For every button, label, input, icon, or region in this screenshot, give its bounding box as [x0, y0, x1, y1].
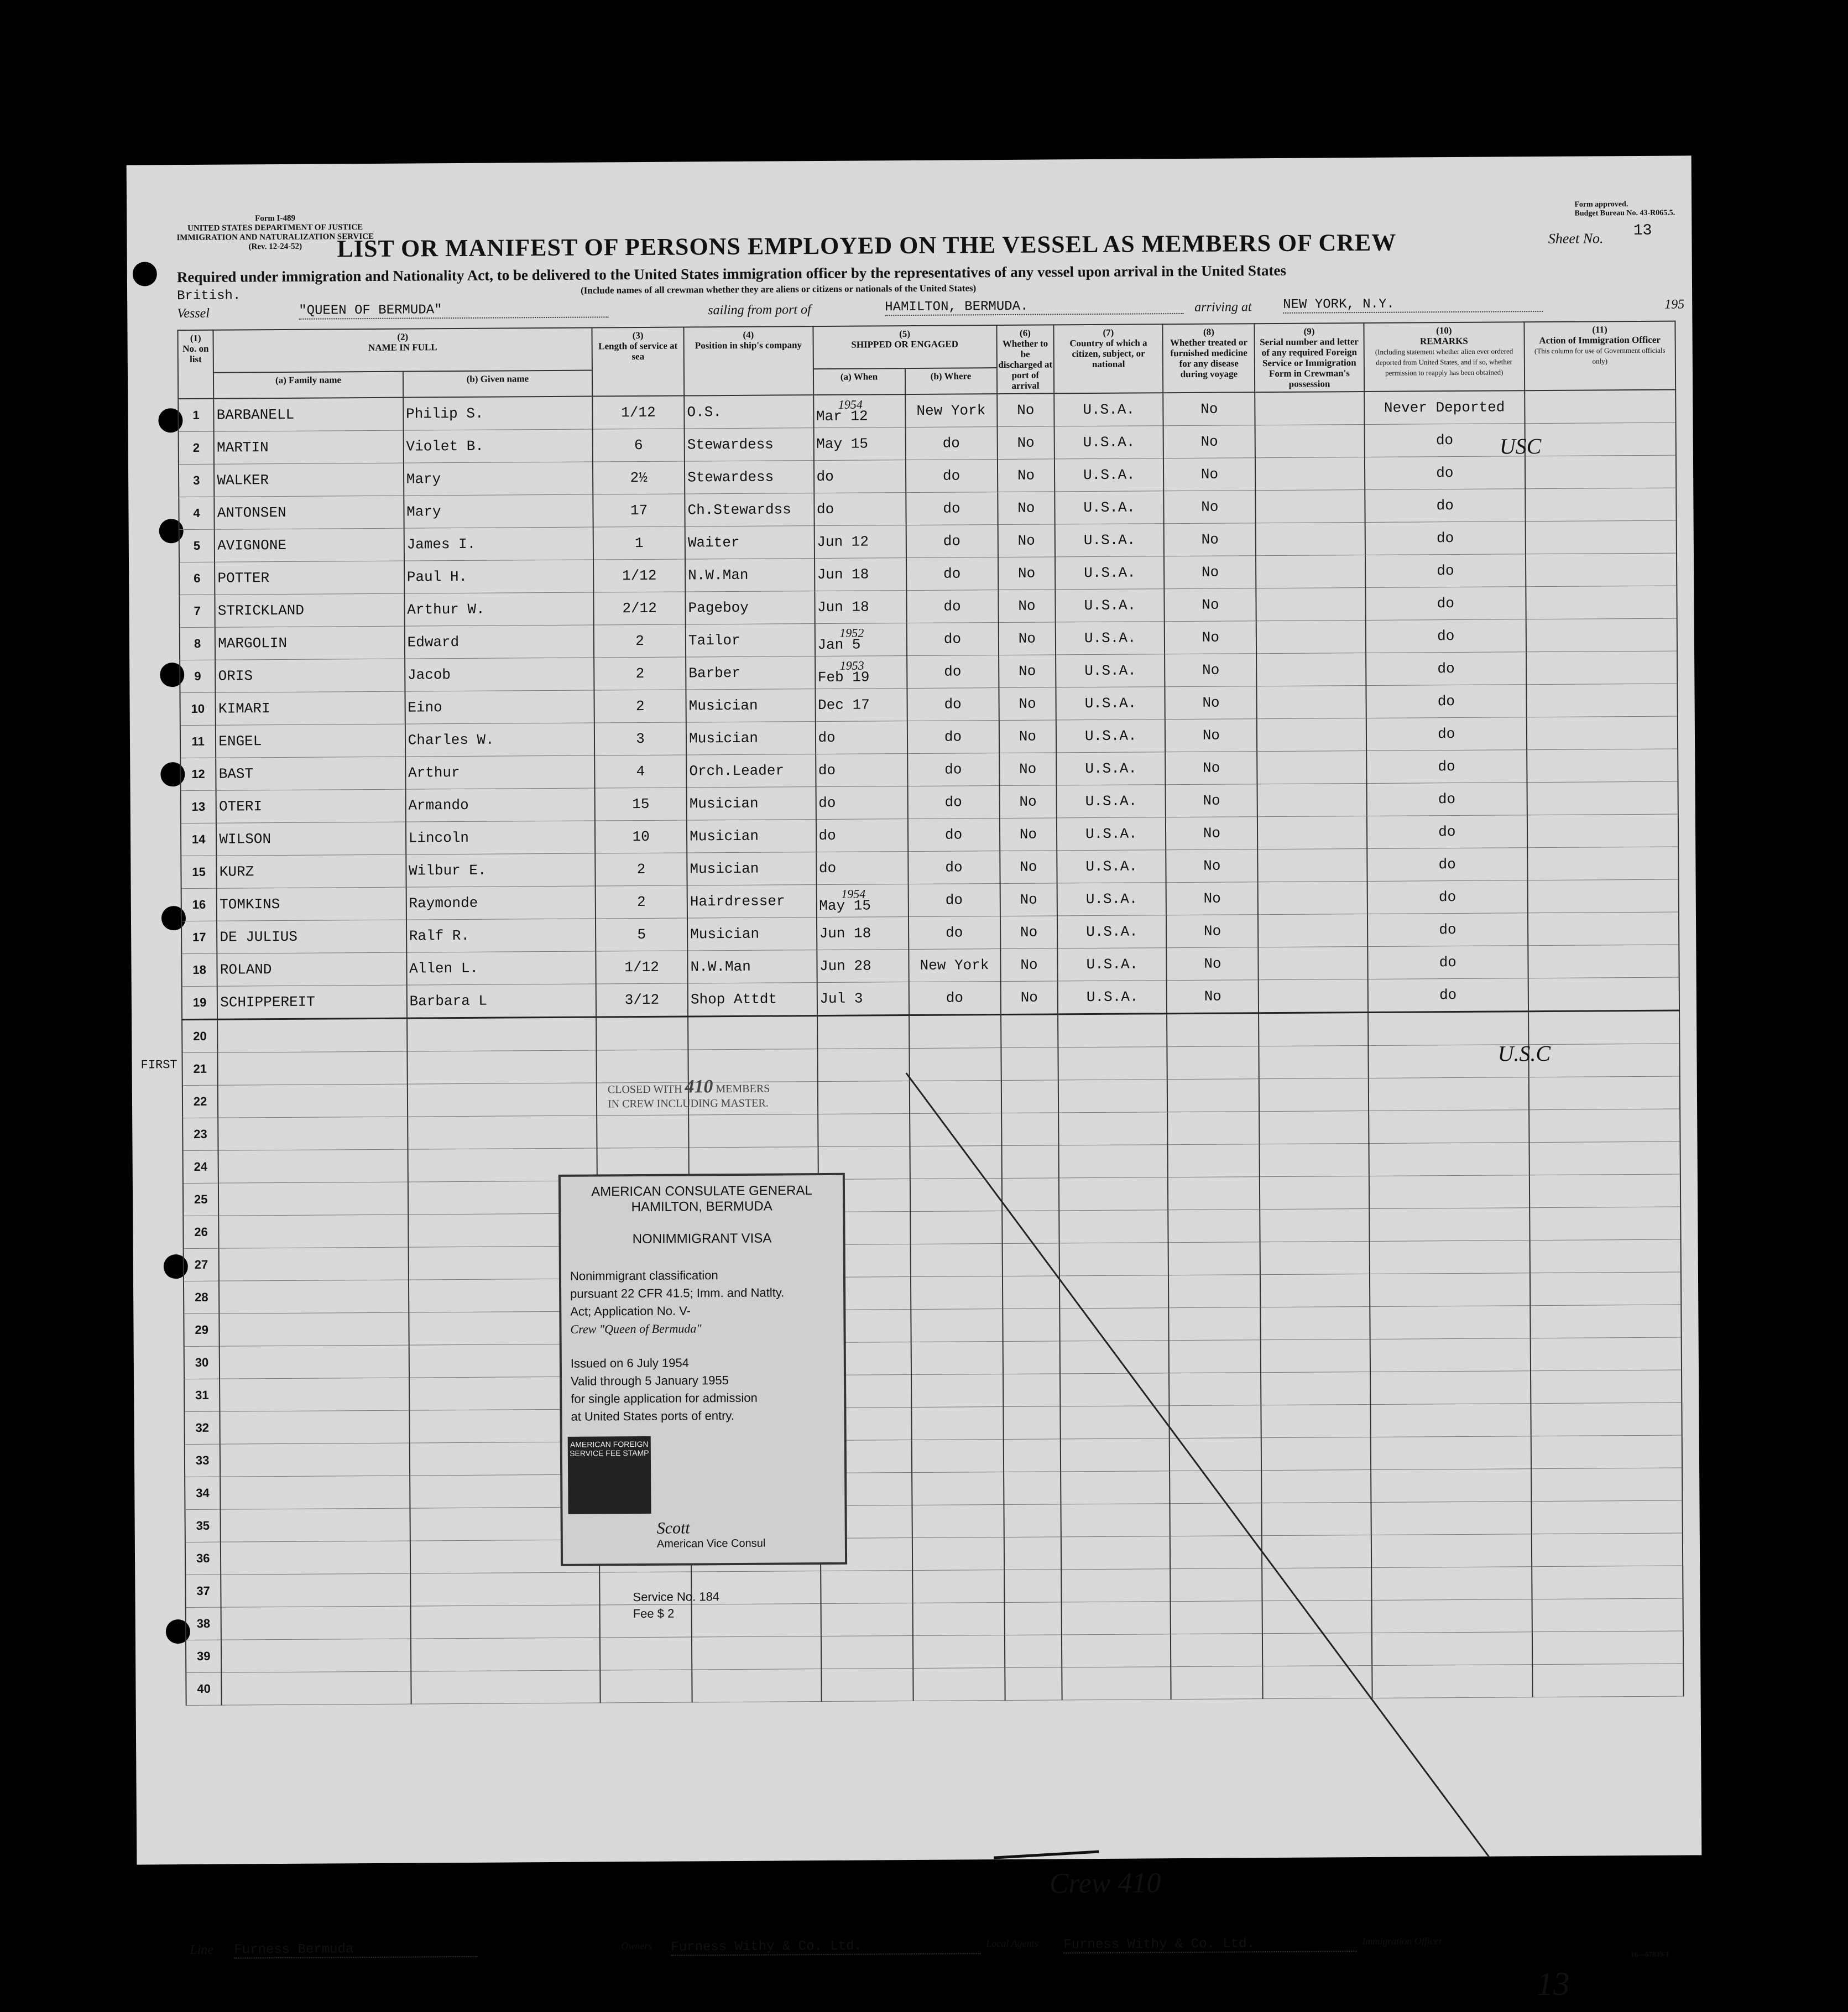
- cell-where: do: [906, 557, 998, 591]
- cell-service: 2: [594, 657, 686, 690]
- cell-remarks: do: [1367, 946, 1528, 979]
- cell-when: Jun 18: [815, 591, 906, 624]
- cell-service: 15: [595, 788, 687, 821]
- cell-when: Jul 3: [817, 982, 909, 1016]
- cell-given: Ralf R.: [406, 919, 596, 952]
- cell-family: KIMARI: [216, 691, 405, 725]
- agents-label: Local Agents: [986, 1937, 1038, 1950]
- cell-country: U.S.A.: [1055, 491, 1164, 524]
- cell-family: STRICKLAND: [215, 593, 405, 627]
- cell-country: U.S.A.: [1057, 785, 1166, 818]
- year-label: 195: [1664, 297, 1685, 312]
- row-number: 33: [185, 1444, 221, 1477]
- cell-family: POTTER: [215, 561, 404, 595]
- cell-country: U.S.A.: [1056, 589, 1165, 622]
- cell-remarks: do: [1365, 587, 1526, 621]
- closed-with-note: CLOSED WITH 410 MEMBERS IN CREW INCLUDING MASTER.: [607, 1076, 770, 1111]
- cell-given: Jacob: [405, 658, 594, 691]
- row-number: 2: [179, 431, 215, 464]
- cell-position: Barber: [686, 656, 815, 690]
- cell-position: Waiter: [685, 526, 815, 559]
- cell-remarks: do: [1366, 652, 1527, 686]
- action-annotation-bottom: U.S.C: [1497, 1040, 1551, 1066]
- cell-service: 2: [594, 624, 686, 658]
- arriving-port: NEW YORK, N.Y.: [1283, 296, 1543, 314]
- cell-where: New York: [909, 949, 1000, 982]
- cell-where: do: [906, 590, 998, 623]
- row-number: 29: [184, 1313, 220, 1346]
- cell-medicine: No: [1163, 392, 1255, 426]
- cell-medicine: No: [1165, 719, 1257, 752]
- row-number: 19: [182, 986, 218, 1019]
- cell-where: do: [907, 786, 999, 819]
- cell-remarks: do: [1366, 685, 1527, 718]
- cell-country: U.S.A.: [1056, 752, 1165, 785]
- sailing-label: sailing from port of: [708, 303, 811, 318]
- cell-medicine: No: [1164, 523, 1256, 556]
- year-annotation: 1952: [839, 626, 864, 640]
- cell-medicine: No: [1166, 849, 1258, 883]
- cell-when: 1954 Mar 12: [813, 394, 905, 428]
- cell-remarks: do: [1365, 489, 1526, 523]
- cell-service: 3: [594, 722, 686, 755]
- cell-medicine: No: [1167, 947, 1259, 981]
- cell-medicine: No: [1166, 882, 1258, 915]
- cell-family: SCHIPPEREIT: [217, 985, 407, 1019]
- cell-when: Jun 18: [815, 558, 906, 591]
- cell-remarks: do: [1367, 880, 1528, 914]
- agents-value: Furness Withy & Co. Ltd.: [1063, 1936, 1356, 1953]
- cell-discharged: No: [1000, 948, 1058, 982]
- cell-service: 3/12: [596, 983, 688, 1017]
- cell-discharged: No: [999, 655, 1056, 688]
- cell-where: do: [907, 721, 999, 754]
- cell-position: Tailor: [686, 624, 815, 657]
- col-no-header: (1) No. on list: [178, 330, 213, 399]
- cell-when: Jun 18: [816, 917, 908, 950]
- cancel-stroke-overlay: [127, 155, 1702, 1864]
- cell-discharged: No: [1000, 851, 1057, 884]
- cell-service: 1: [593, 527, 685, 560]
- cell-country: U.S.A.: [1056, 720, 1165, 753]
- cell-family: KURZ: [217, 854, 406, 888]
- row-number: 20: [182, 1019, 218, 1052]
- cell-country: U.S.A.: [1057, 915, 1166, 948]
- cell-discharged: No: [999, 818, 1057, 851]
- row-number: 18: [181, 953, 217, 986]
- subtitle-note: (Include names of all crewman whether they are aliens or citizens or nationals of the United States): [580, 283, 977, 296]
- row-number: 31: [184, 1379, 220, 1411]
- col-medicine-header: (8) Whether treated or furnished medicine for any disease during voyage: [1163, 324, 1255, 393]
- cell-position: Stewardess: [685, 461, 814, 494]
- cell-when: do: [814, 493, 906, 526]
- cell-remarks: do: [1364, 424, 1525, 457]
- page-title: LIST OR MANIFEST OF PERSONS EMPLOYED ON THE VESSEL AS MEMBERS OF CREW: [337, 228, 1397, 263]
- cell-where: do: [908, 916, 1000, 950]
- diagonal-cancel-line: [906, 1070, 1492, 1864]
- cell-when: May 15: [813, 428, 905, 461]
- cell-remarks: do: [1366, 815, 1527, 849]
- cell-position: Orch.Leader: [686, 754, 816, 788]
- cell-when: 1954 May 15: [816, 884, 908, 918]
- cell-given: Charles W.: [405, 723, 595, 757]
- row-number: 24: [183, 1150, 219, 1183]
- cell-discharged: No: [1000, 981, 1058, 1015]
- cell-discharged: No: [997, 426, 1054, 460]
- col-name-header: (2) NAME IN FULL: [213, 328, 592, 373]
- cell-country: U.S.A.: [1054, 426, 1163, 459]
- cell-service: 2/12: [593, 592, 685, 625]
- vessel-label: Vessel: [177, 306, 210, 321]
- col-country-header: (7) Country of which a citizen, subject, or national: [1054, 324, 1163, 393]
- cell-family: TOMKINS: [217, 887, 406, 921]
- cell-service: 1/12: [593, 559, 685, 592]
- row-number: 9: [180, 660, 216, 692]
- cell-when: do: [816, 786, 907, 820]
- row-number: 13: [181, 790, 217, 823]
- col-action-header: (11) Action of Immigration Officer (This column for use of Government officials only): [1524, 321, 1675, 391]
- cell-family: MARGOLIN: [215, 626, 405, 660]
- cell-position: Ch.Stewardss: [685, 493, 814, 527]
- cell-when: 1953 Feb 19: [815, 656, 907, 689]
- cell-service: 5: [596, 918, 687, 951]
- row-number: 14: [181, 823, 217, 856]
- row-number: 12: [180, 758, 216, 790]
- row-number: 16: [181, 888, 217, 921]
- cell-where: do: [906, 492, 998, 525]
- cell-position: Musician: [686, 689, 816, 722]
- cell-when: 1952 Jan 5: [815, 623, 906, 656]
- cell-family: DE JULIUS: [217, 920, 406, 953]
- cell-country: U.S.A.: [1056, 654, 1165, 687]
- row-number: 22: [182, 1085, 218, 1118]
- cell-remarks: do: [1367, 913, 1528, 947]
- cell-where: do: [905, 427, 997, 460]
- row-number: 21: [182, 1052, 218, 1085]
- year-annotation: 1954: [838, 397, 863, 411]
- cell-medicine: No: [1166, 784, 1257, 817]
- row-number: 37: [185, 1575, 221, 1607]
- cell-when: do: [816, 819, 907, 852]
- cell-discharged: No: [999, 785, 1057, 819]
- cell-family: MARTIN: [214, 430, 404, 464]
- cell-service: 2: [594, 690, 686, 723]
- row-number: 5: [179, 529, 215, 562]
- cell-where: New York: [905, 394, 997, 428]
- arriving-label: arriving at: [1194, 300, 1252, 315]
- cell-country: U.S.A.: [1054, 393, 1163, 426]
- cell-given: Arthur: [405, 755, 595, 789]
- line-label: Line: [190, 1942, 214, 1958]
- col-where-header: (b) Where: [905, 368, 996, 394]
- cell-discharged: No: [998, 590, 1056, 623]
- cell-medicine: No: [1163, 425, 1255, 458]
- service-fee-note: Service No. 184 Fee $ 2: [633, 1589, 720, 1621]
- col-remarks-header: (10) REMARKS (Including statement whether alien ever ordered deported from United States, and if so, whether permission to reapply has been obtained): [1364, 322, 1525, 392]
- cell-service: 2: [595, 853, 687, 886]
- vessel-nationality: British.: [177, 288, 241, 304]
- cell-family: WILSON: [216, 822, 406, 856]
- cell-remarks: do: [1367, 978, 1528, 1013]
- cell-position: O.S.: [684, 395, 813, 429]
- cell-service: 2½: [593, 461, 685, 494]
- cell-given: Arthur W.: [404, 592, 594, 626]
- row-number: 27: [184, 1248, 220, 1281]
- row-number: 10: [180, 692, 216, 725]
- col-when-header: (a) When: [813, 368, 905, 395]
- cell-country: U.S.A.: [1058, 981, 1167, 1014]
- cell-discharged: No: [998, 622, 1056, 655]
- cell-given: Mary: [404, 494, 593, 528]
- cell-country: U.S.A.: [1057, 817, 1166, 851]
- cell-discharged: No: [997, 393, 1054, 426]
- cell-medicine: No: [1164, 556, 1256, 589]
- cell-discharged: No: [998, 557, 1056, 590]
- cell-medicine: No: [1167, 980, 1259, 1014]
- cell-given: Philip S.: [403, 397, 593, 431]
- cell-position: Musician: [687, 918, 817, 951]
- col-discharged-header: (6) Whether to be discharged at port of arrival: [996, 325, 1054, 394]
- cell-where: do: [906, 623, 998, 656]
- row-number: 6: [179, 562, 215, 595]
- col-position-header: (4) Position in ship's company: [684, 326, 813, 395]
- cell-when: do: [816, 852, 908, 885]
- cell-country: U.S.A.: [1055, 556, 1164, 590]
- cell-given: Eino: [405, 690, 594, 724]
- cell-given: James I.: [404, 527, 593, 561]
- consulate-visa-stamp: AMERICAN CONSULATE GENERAL HAMILTON, BERMUDA NONIMMIGRANT VISA Nonimmigrant classification pursuant 22 CFR 41.5; Imm. and Natlty. Act; Application No. V- Crew "Queen of Bermuda" Issued on 6 July 1954 Valid through 5 January 1955 for single application for admission at United States ports of entry. AMERICAN FOREIGN SERVICE FEE STAMP Scott American Vice Consul: [558, 1173, 847, 1566]
- cell-remarks: do: [1366, 750, 1527, 784]
- cell-medicine: No: [1166, 817, 1257, 850]
- cell-service: 2: [596, 885, 687, 919]
- sailing-port: HAMILTON, BERMUDA.: [885, 298, 1183, 316]
- cell-discharged: No: [998, 492, 1055, 525]
- year-annotation: 1954: [841, 887, 866, 901]
- cell-remarks: do: [1367, 848, 1528, 882]
- cell-family: ROLAND: [217, 952, 407, 986]
- first-marker: FIRST: [140, 1058, 178, 1072]
- cell-family: ORIS: [215, 659, 405, 692]
- manifest-sheet: [127, 155, 1702, 2003]
- cell-remarks: do: [1365, 554, 1526, 588]
- cell-discharged: No: [998, 524, 1055, 557]
- cell-country: U.S.A.: [1056, 622, 1165, 655]
- cell-medicine: No: [1165, 686, 1257, 720]
- cell-given: Armando: [405, 788, 595, 822]
- cell-medicine: No: [1163, 458, 1255, 491]
- cell-where: do: [907, 753, 999, 786]
- cell-given: Violet B.: [403, 429, 593, 463]
- cell-country: U.S.A.: [1058, 948, 1167, 981]
- row-number: 11: [180, 725, 216, 758]
- cell-country: U.S.A.: [1057, 883, 1166, 916]
- cell-discharged: No: [1000, 883, 1057, 916]
- cell-position: Pageboy: [685, 591, 815, 624]
- fee-stamp: AMERICAN FOREIGN SERVICE FEE STAMP: [568, 1436, 651, 1514]
- cell-given: Lincoln: [406, 821, 596, 854]
- cell-given: Edward: [404, 625, 594, 659]
- col-family-header: (a) Family name: [213, 372, 403, 399]
- cell-family: BAST: [216, 757, 406, 790]
- cell-remarks: Never Deported: [1364, 390, 1525, 424]
- col-service-header: (3) Length of service at sea: [592, 327, 685, 397]
- cell-when: do: [816, 754, 907, 787]
- owners-value: Furness Withy & Co. Ltd.: [671, 1938, 980, 1956]
- col-given-header: (b) Given name: [403, 371, 593, 398]
- cell-service: 1/12: [596, 951, 687, 984]
- cell-medicine: No: [1165, 654, 1256, 687]
- cell-discharged: No: [1000, 916, 1057, 949]
- cell-medicine: No: [1166, 752, 1257, 785]
- cell-remarks: do: [1365, 522, 1526, 555]
- form-code: 16—67839-1: [1631, 1950, 1669, 1959]
- row-number: 36: [185, 1542, 221, 1575]
- crew-total-underline: [994, 1852, 1099, 1858]
- row-number: 23: [182, 1118, 218, 1150]
- cell-family: ANTONSEN: [215, 496, 404, 529]
- cell-where: do: [905, 460, 997, 493]
- cell-remarks: do: [1366, 717, 1527, 751]
- cell-remarks: do: [1365, 619, 1526, 653]
- row-number: 17: [181, 921, 217, 953]
- cell-when: do: [815, 721, 907, 754]
- row-number: 30: [184, 1346, 220, 1379]
- row-number: 34: [185, 1477, 221, 1509]
- cell-service: 1/12: [592, 396, 684, 430]
- row-number: 1: [178, 399, 214, 432]
- cell-country: U.S.A.: [1055, 524, 1164, 557]
- cell-when: Jun 28: [817, 950, 909, 983]
- cell-family: ENGEL: [216, 724, 405, 758]
- consul-signature-block: Scott American Vice Consul: [656, 1519, 766, 1550]
- officer-label: Immigration Officer: [1362, 1935, 1443, 1947]
- cell-service: 6: [593, 429, 685, 462]
- cell-position: Musician: [687, 787, 816, 820]
- cell-where: do: [906, 525, 998, 558]
- row-number: 28: [184, 1281, 220, 1313]
- row-number: 38: [186, 1607, 222, 1640]
- cell-service: 10: [595, 820, 687, 853]
- row-number: 3: [179, 464, 215, 497]
- cell-medicine: No: [1165, 588, 1256, 622]
- cell-where: do: [907, 688, 999, 721]
- cell-when: do: [813, 460, 905, 493]
- cell-service: 4: [594, 755, 686, 788]
- cell-when: Dec 17: [815, 689, 907, 722]
- cell-position: Musician: [686, 722, 816, 755]
- sheet-number: 13: [1633, 222, 1652, 240]
- row-number: 4: [179, 497, 215, 529]
- cell-where: do: [908, 884, 1000, 917]
- cell-country: U.S.A.: [1057, 850, 1166, 883]
- agency-header: Form I-489 UNITED STATES DEPARTMENT OF JUSTICE IMMIGRATION AND NATURALIZATION SERVICE (Rev. 12-24-52): [176, 213, 374, 252]
- row-number: 7: [179, 595, 215, 627]
- cell-position: Hairdresser: [687, 885, 817, 918]
- cell-given: Wilbur E.: [406, 853, 596, 887]
- row-number: 15: [181, 856, 217, 888]
- col-serial-header: (9) Serial number and letter of any required Foreign Service or Immigration Form in Crewman's possession: [1255, 323, 1364, 392]
- row-number: 35: [185, 1509, 221, 1542]
- cell-position: Musician: [687, 852, 816, 885]
- col-shipped-header: (5) SHIPPED OR ENGAGED: [813, 325, 996, 369]
- cell-given: Paul H.: [404, 560, 594, 593]
- cell-given: Raymonde: [406, 886, 596, 920]
- subtitle: Required under immigration and Nationality Act, to be delivered to the United States immigration officer by the representatives of any vessel upon arrival in the United States: [176, 262, 1287, 286]
- cell-service: 17: [593, 494, 685, 527]
- owners-label: Owners: [621, 1940, 652, 1952]
- cell-position: Stewardess: [685, 428, 814, 461]
- cell-remarks: do: [1366, 783, 1527, 816]
- cell-medicine: No: [1166, 915, 1258, 948]
- cell-where: do: [908, 851, 1000, 884]
- year-annotation: 1953: [839, 658, 864, 673]
- cell-discharged: No: [999, 753, 1057, 786]
- cell-given: Barbara L: [406, 984, 596, 1018]
- cell-where: do: [907, 819, 999, 852]
- page-number: 13: [1536, 1965, 1570, 2003]
- vessel-name: "QUEEN OF BERMUDA": [299, 301, 608, 319]
- row-number: 40: [186, 1672, 222, 1705]
- cell-family: AVIGNONE: [215, 528, 404, 562]
- cell-given: Mary: [404, 462, 593, 496]
- cell-where: do: [909, 982, 1000, 1015]
- cell-when: Jun 12: [814, 525, 906, 559]
- line-value: Furness Bermuda: [234, 1941, 477, 1959]
- cell-position: N.W.Man: [687, 950, 817, 983]
- approval-note: Form approved. Budget Bureau No. 43-R065.5.: [1574, 200, 1675, 218]
- cell-family: WALKER: [214, 463, 404, 497]
- row-number: 8: [180, 627, 216, 660]
- action-annotation-top: USC: [1499, 434, 1542, 459]
- row-number: 25: [183, 1183, 219, 1216]
- cell-position: Shop Attdt: [688, 983, 817, 1017]
- cell-discharged: No: [997, 459, 1054, 492]
- cell-family: BARBANELL: [214, 398, 404, 432]
- cell-discharged: No: [999, 720, 1056, 753]
- cell-family: OTERI: [216, 789, 406, 823]
- row-number: 32: [184, 1411, 220, 1444]
- sheet-label: Sheet No.: [1548, 230, 1604, 247]
- crew-total: Crew 410: [1049, 1867, 1161, 1900]
- cell-where: do: [907, 655, 999, 689]
- cell-medicine: No: [1165, 621, 1256, 654]
- row-number: 39: [186, 1640, 222, 1672]
- cell-position: Musician: [687, 820, 816, 853]
- cell-given: Allen L.: [406, 951, 596, 985]
- cell-discharged: No: [999, 687, 1056, 721]
- cell-remarks: do: [1364, 456, 1525, 490]
- cell-country: U.S.A.: [1056, 687, 1165, 720]
- row-number: 26: [183, 1216, 219, 1248]
- cell-medicine: No: [1164, 491, 1256, 524]
- cell-country: U.S.A.: [1054, 458, 1163, 492]
- cell-position: N.W.Man: [685, 559, 815, 592]
